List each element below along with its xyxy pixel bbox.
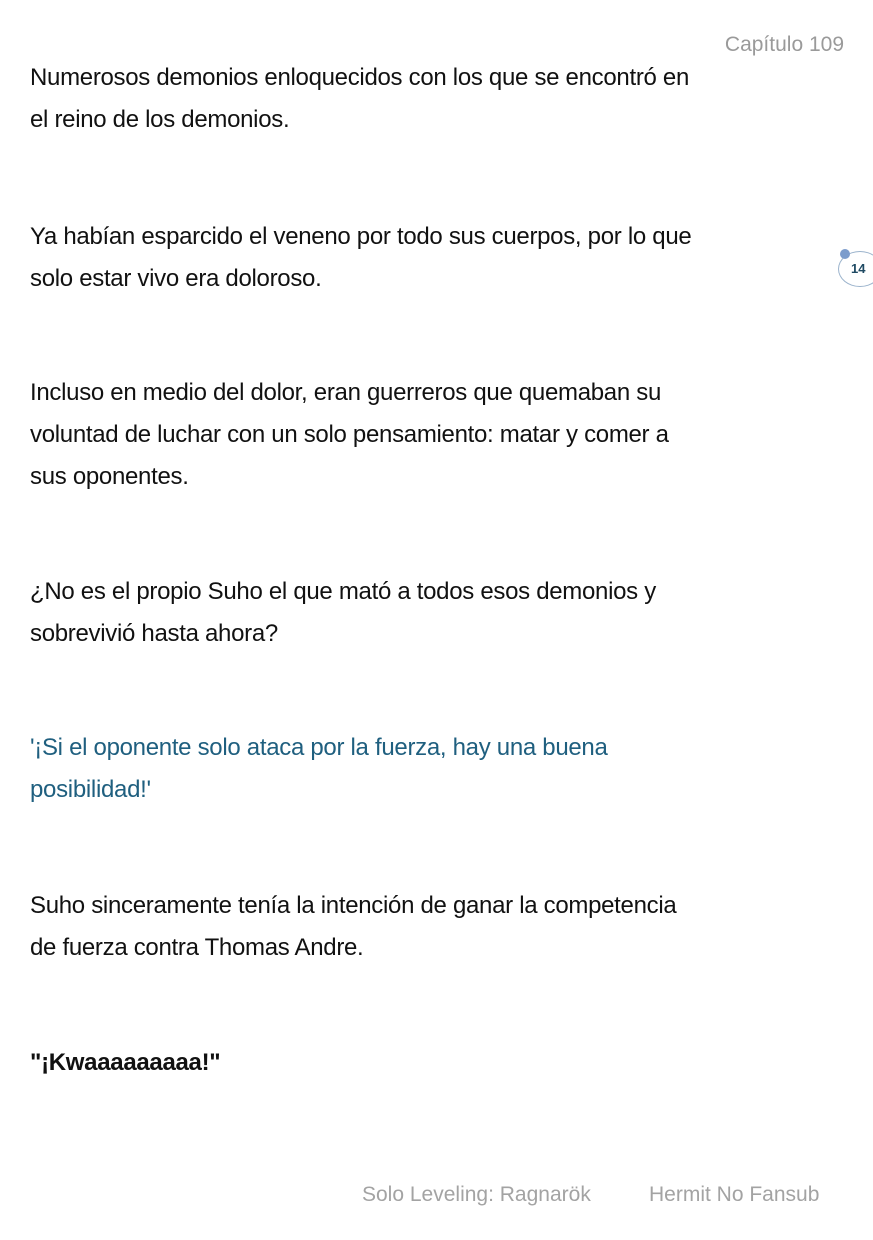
page-number: 14	[851, 261, 866, 276]
page-indicator-dot-icon	[840, 249, 850, 259]
chapter-label: Capítulo 109	[724, 33, 844, 56]
text-line: solo estar vivo era doloroso.	[30, 265, 322, 292]
thought-paragraph	[30, 727, 850, 811]
footer-translator: Hermit No Fansub	[649, 1183, 820, 1206]
shout-paragraph	[30, 1042, 850, 1084]
text-line: '¡Si el oponente solo ataca por la fuerza, hay una buena	[30, 734, 608, 761]
text-line: ¿No es el propio Suho el que mató a todos esos demonios y	[30, 578, 656, 605]
text-line: Numerosos demonios enloquecidos con los que se encontró en	[30, 64, 690, 91]
paragraph	[30, 372, 850, 498]
paragraph	[30, 57, 850, 141]
text-line: posibilidad!'	[30, 776, 151, 803]
text-line: Incluso en medio del dolor, eran guerreros que quemaban su	[30, 379, 662, 406]
paragraph	[30, 885, 850, 969]
text-line: Suho sinceramente tenía la intención de ganar la competencia	[30, 892, 677, 919]
text-line: "¡Kwaaaaaaaaa!"	[30, 1049, 221, 1076]
text-line: sobrevivió hasta ahora?	[30, 620, 278, 647]
text-line: Ya habían esparcido el veneno por todo sus cuerpos, por lo que	[30, 223, 692, 250]
text-line: voluntad de luchar con un solo pensamiento: matar y comer a	[30, 421, 669, 448]
paragraph	[30, 571, 850, 655]
paragraph	[30, 216, 850, 300]
text-line: sus oponentes.	[30, 463, 189, 490]
text-line: el reino de los demonios.	[30, 106, 290, 133]
text-line: de fuerza contra Thomas Andre.	[30, 934, 364, 961]
footer-title: Solo Leveling: Ragnarök	[362, 1183, 591, 1206]
